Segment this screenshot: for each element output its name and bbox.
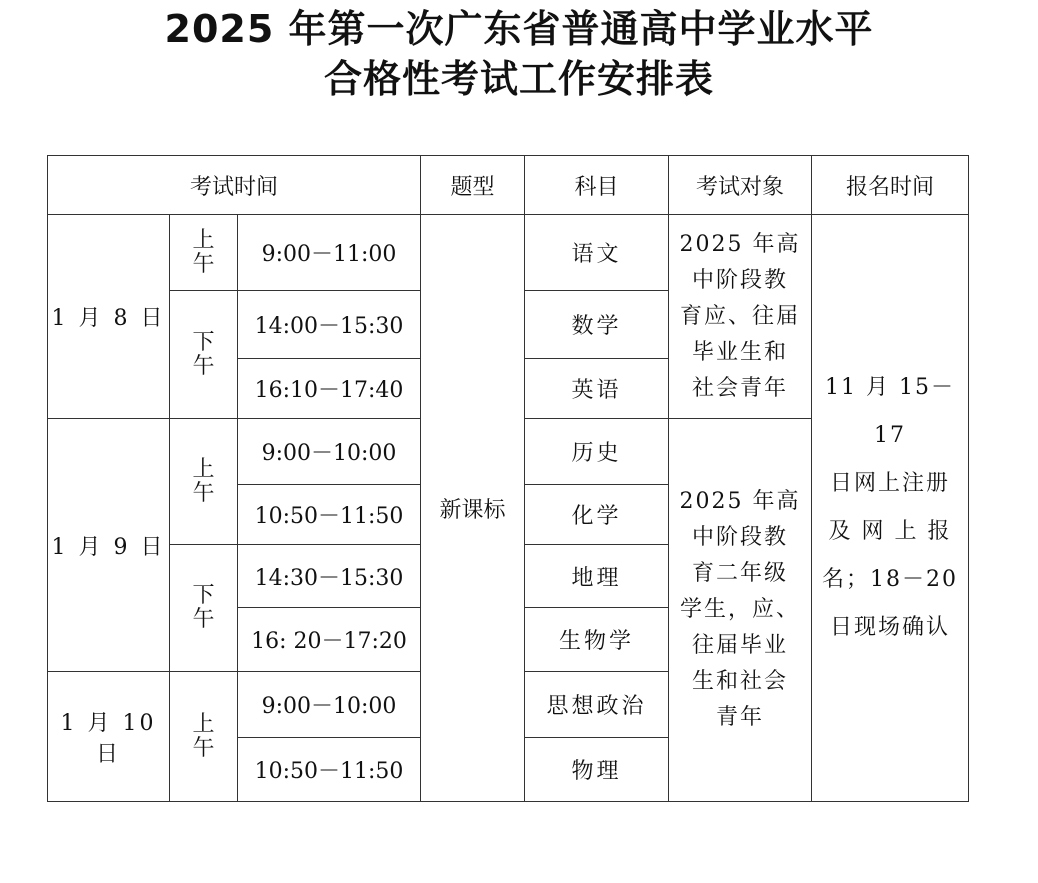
time-slot: 14:00－15:30 (238, 291, 421, 359)
subject-cell: 生物学 (525, 608, 669, 672)
half-day-cell (170, 419, 238, 545)
title-line-2: 合格性考试工作安排表 (323, 57, 714, 101)
half-day-cell (170, 672, 238, 802)
half-day-char: 下 (192, 329, 215, 355)
half-day-char: 午 (192, 353, 215, 379)
header-subject: 科目 (525, 156, 669, 215)
half-day-cell (170, 291, 238, 419)
registration-line: 日现场确认 (829, 615, 950, 640)
target-line: 2025 年高 (679, 231, 801, 257)
date-cell: 1 月 9 日 (48, 419, 170, 672)
header-registration: 报名时间 (812, 156, 969, 215)
target-line: 2025 年高 (679, 489, 801, 514)
date-cell: 1 月 10 日 (48, 672, 170, 802)
title-line-1: 2025 年第一次广东省普通高中学业水平 (164, 7, 874, 51)
registration-line: 名；18－20 (822, 567, 958, 592)
registration-line: 及 网 上 报 (828, 519, 952, 544)
schedule-table (47, 155, 969, 802)
subject-cell: 思想政治 (525, 672, 669, 738)
subject-cell: 化学 (525, 485, 669, 545)
half-day-char: 午 (192, 735, 215, 761)
half-day-char: 午 (192, 607, 215, 632)
half-day-cell (170, 545, 238, 672)
header-row (48, 156, 969, 215)
subject-cell: 地理 (525, 545, 669, 608)
subject-cell: 英语 (525, 359, 669, 419)
target-line: 青年 (715, 705, 764, 730)
target-cell-2 (669, 419, 812, 802)
subject-cell: 数学 (525, 291, 669, 359)
time-slot: 16: 20－17:20 (238, 608, 421, 672)
target-line: 育二年级 (691, 561, 788, 586)
half-day-char: 上 (192, 711, 215, 737)
half-day-char: 午 (192, 480, 215, 506)
time-slot: 9:00－10:00 (238, 419, 421, 485)
target-line: 中阶段教 (691, 525, 788, 550)
target-line: 育应、往届 (679, 303, 800, 329)
registration-line: 11 月 15－17 (825, 375, 955, 448)
target-line: 中阶段教 (691, 267, 788, 293)
target-line: 学生，应、 (679, 597, 800, 622)
subject-cell: 物理 (525, 738, 669, 802)
half-day-char: 上 (192, 227, 215, 253)
header-exam-time: 考试时间 (48, 156, 421, 215)
time-slot: 10:50－11:50 (238, 738, 421, 802)
registration-cell (812, 215, 969, 802)
time-slot: 16:10－17:40 (238, 359, 421, 419)
question-type-cell: 新课标 (421, 215, 525, 802)
date-cell: 1 月 8 日 (48, 215, 170, 419)
half-day-char: 上 (192, 456, 215, 482)
registration-line: 日网上注册 (829, 471, 950, 496)
target-line: 社会青年 (691, 375, 788, 401)
half-day-cell (170, 215, 238, 291)
target-line: 毕业生和 (691, 339, 788, 365)
time-slot: 9:00－11:00 (238, 215, 421, 291)
header-target: 考试对象 (669, 156, 812, 215)
time-slot: 14:30－15:30 (238, 545, 421, 608)
half-day-char: 午 (192, 251, 215, 277)
time-slot: 9:00－10:00 (238, 672, 421, 738)
half-day-char: 下 (192, 583, 215, 608)
subject-cell: 语文 (525, 215, 669, 291)
subject-cell: 历史 (525, 419, 669, 485)
header-question-type: 题型 (421, 156, 525, 215)
table-row (48, 215, 969, 291)
target-line: 生和社会 (691, 669, 788, 694)
target-line: 往届毕业 (691, 633, 788, 658)
time-slot: 10:50－11:50 (238, 485, 421, 545)
target-cell-1 (669, 215, 812, 419)
